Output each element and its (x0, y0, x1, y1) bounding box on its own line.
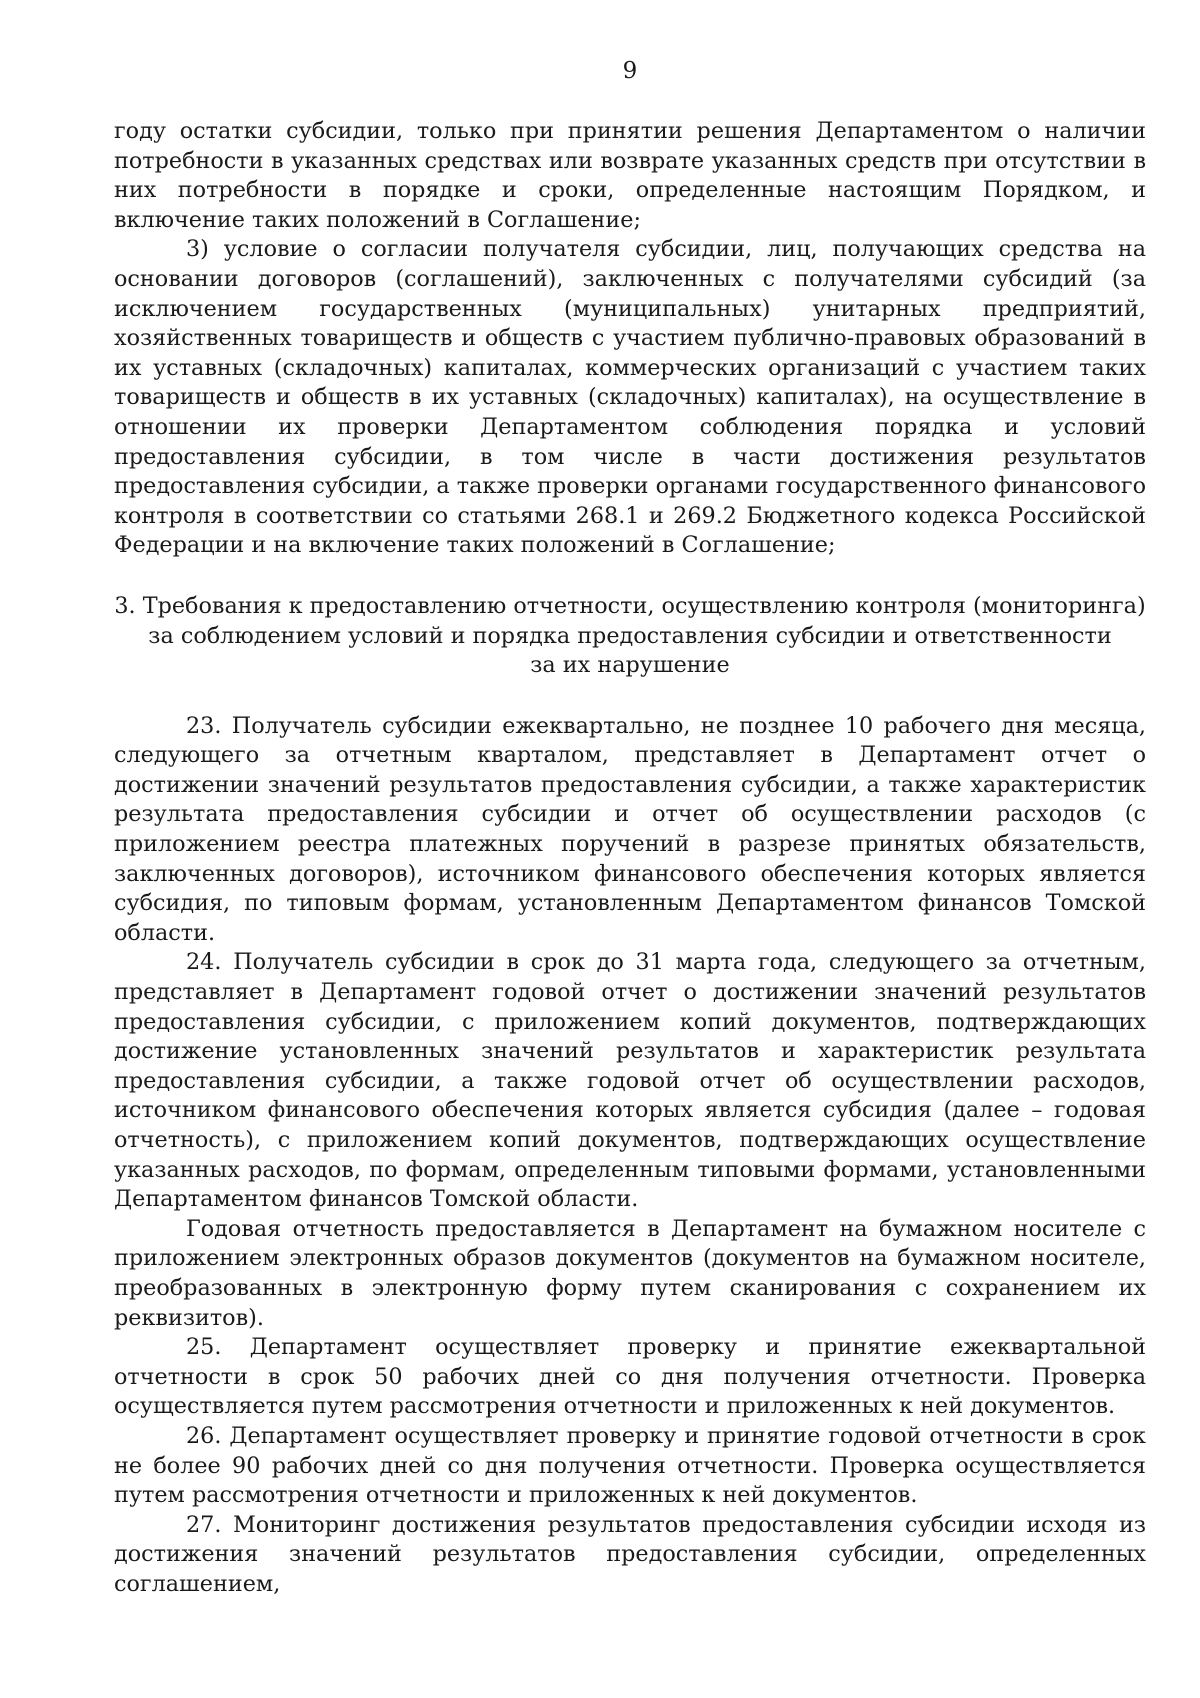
paragraph-item-25: 25. Департамент осуществляет проверку и принятие ежеквартальной отчетности в срок 50 рабочих дней со дня получения отчетности. Проверка осуществляется путем рассмотрения отчетности и приложенных к ней документов. (114, 1334, 1146, 1420)
paragraph-item-24: 24. Получатель субсидии в срок до 31 марта года, следующего за отчетным, представляет в Департамент годовой отчет о достижении значений результатов предоставления субсидии, с приложением копий документов, подтверждающих достижение установленных значений результатов и характеристик результата предоставления субсидии, а также годовой отчет об осуществлении расходов, источником финансового обеспечения которых является субсидия (далее – годовая отчетность), с приложением копий документов, подтверждающих осуществление указанных расходов, по формам, определенным типовыми формами, установленными Департаментом финансов Томской области. (114, 949, 1146, 1213)
section-heading (114, 561, 1146, 712)
document-body (114, 117, 1146, 1600)
paragraph-item-26: 26. Департамент осуществляет проверку и принятие годовой отчетности в срок не более 90 рабочих дней со дня получения отчетности. Проверка осуществляется путем рассмотрения отчетности и приложенных к ней документов. (114, 1422, 1146, 1509)
paragraph-item-23: 23. Получатель субсидии ежеквартально, не позднее 10 рабочего дня месяца, следующего за отчетным кварталом, представляет в Департамент отчет о достижении значений результатов предоставления субсидии, а также характеристик результата предоставления субсидии и отчет об осуществлении расходов (с приложением реестра платежных поручений в разрезе принятых обязательств, заключенных договоров), источником финансового обеспечения которых является субсидия, по типовым формам, установленным Департаментом финансов Томской области. (114, 712, 1146, 946)
paragraph-item-27: 27. Мониторинг достижения результатов предоставления субсидии исходя из достижения значений результатов предоставления субсидии, определенных соглашением, (114, 1511, 1146, 1597)
page-number: 9 (622, 58, 638, 84)
paragraph-continuation: году остатки субсидии, только при принятии решения Департаментом о наличии потребности в указанных средствах или возврате указанных средств при отсутствии в них потребности в порядке и сроки, определенные настоящим Порядком, и включение таких положений в Соглашение; (114, 118, 1146, 233)
section-heading-line: за их нарушение (530, 652, 730, 679)
section-heading-line: за соблюдением условий и порядка предоставления субсидии и ответственности (148, 622, 1112, 649)
paragraph-annual-reporting: Годовая отчетность предоставляется в Департамент на бумажном носителе с приложением электронных образов документов (документов на бумажном носителе, преобразованных в электронную форму путем сканирования с сохранением их реквизитов). (114, 1215, 1146, 1331)
section-heading-line: 3. Требования к предоставлению отчетности, осуществлению контроля (мониторинга) (114, 592, 1146, 619)
paragraph-item-3: 3) условие о согласии получателя субсидии, лиц, получающих средства на основании договоров (соглашений), заключенных с получателями субсидий (за исключением государственных (муниципальных) унитарных предприятий, хозяйственных товариществ и обществ с участием публично-правовых образований в их уставных (складочных) капиталах, коммерческих организаций с участием таких товариществ и обществ в их уставных (складочных) капиталах), на осуществление в отношении их проверки Департаментом соблюдения порядка и условий предоставления субсидии, в том числе в части достижения результатов предоставления субсидии, а также проверки органами государственного финансового контроля в соответствии со статьями 268.1 и 269.2 Бюджетного кодекса Российской Федерации и на включение таких положений в Соглашение; (114, 236, 1146, 559)
